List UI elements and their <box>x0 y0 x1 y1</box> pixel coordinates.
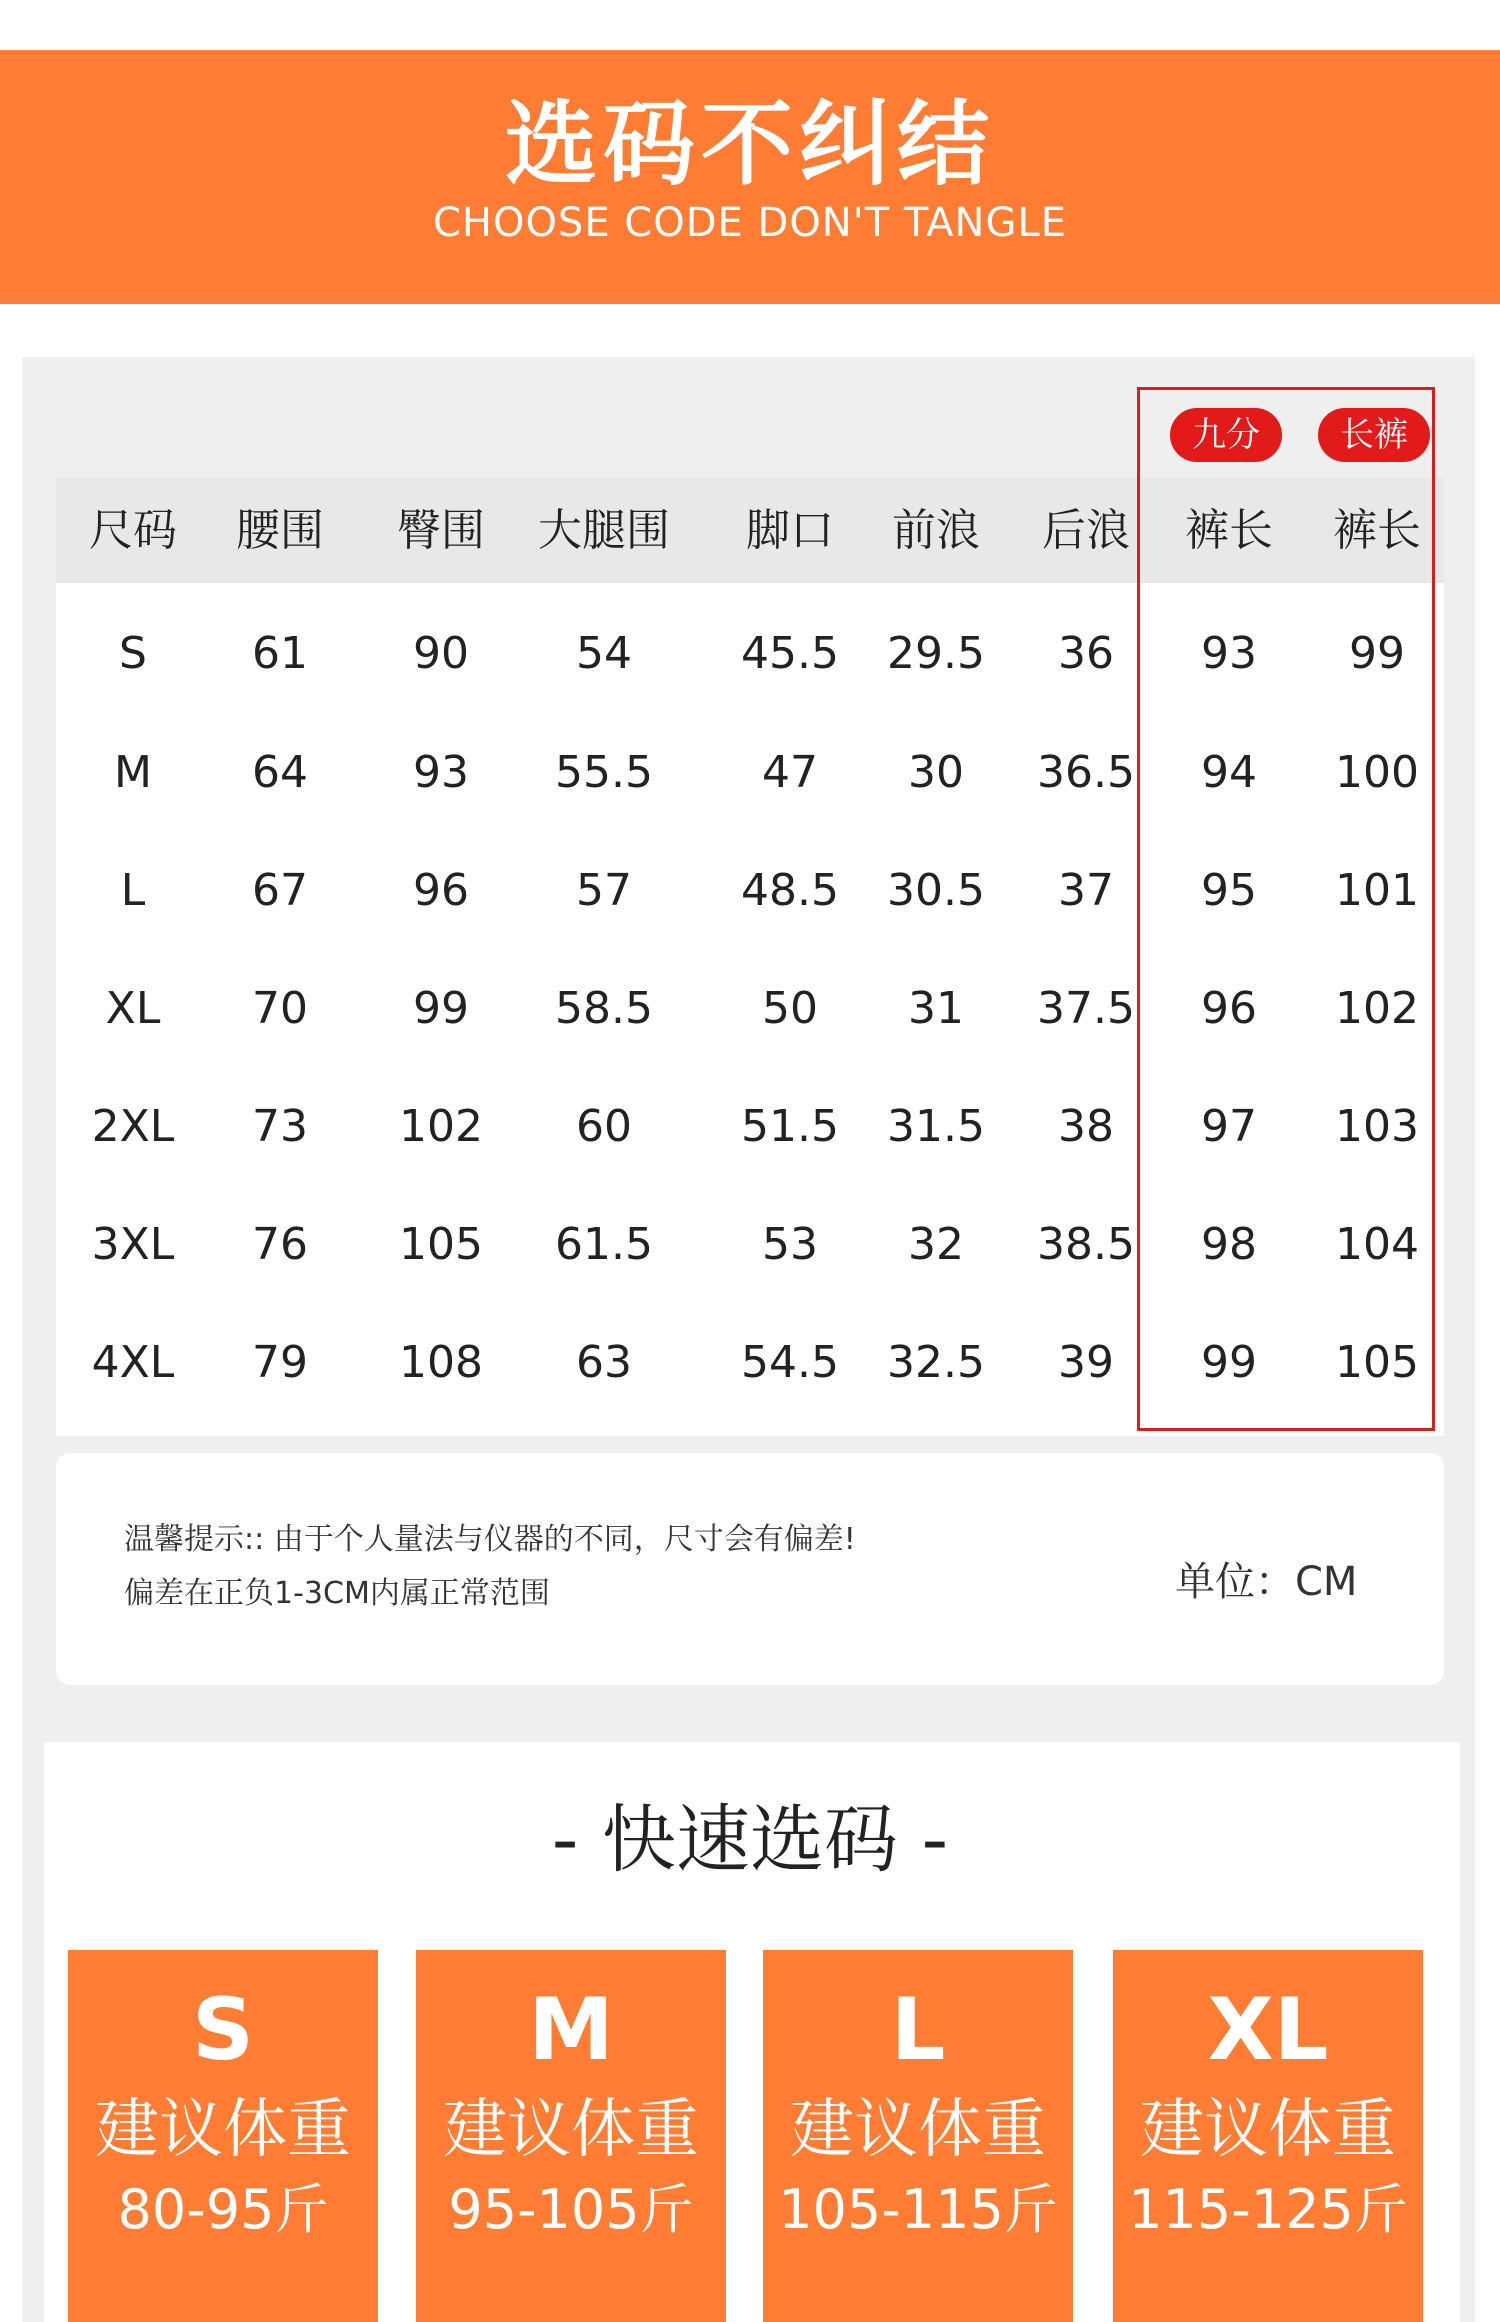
table-cell: 37.5 <box>1037 983 1135 1034</box>
size-card-letter: XL <box>1207 1980 1329 2080</box>
header-cell: 大腿围 <box>538 505 670 556</box>
table-cell: M <box>114 747 152 798</box>
tip-line-1: 温馨提示:: 由于个人量法与仪器的不同，尺寸会有偏差! <box>124 1522 856 1557</box>
table-cell: 90 <box>413 628 469 679</box>
table-cell: 99 <box>1201 1337 1257 1388</box>
table-cell: 64 <box>252 747 308 798</box>
table-cell: 79 <box>252 1337 308 1388</box>
table-cell: 70 <box>252 983 308 1034</box>
header-cell: 尺码 <box>89 505 177 556</box>
table-cell: 58.5 <box>555 983 653 1034</box>
table-cell: 100 <box>1335 747 1419 798</box>
size-card-label: 建议体重 <box>95 2093 351 2167</box>
table-cell: 108 <box>399 1337 483 1388</box>
table-cell: 63 <box>576 1337 632 1388</box>
table-cell: 103 <box>1335 1101 1419 1152</box>
table-cell: 45.5 <box>741 628 839 679</box>
table-cell: 53 <box>762 1219 818 1270</box>
header-cell: 裤长 <box>1333 505 1421 556</box>
size-card-range: 95-105斤 <box>448 2178 694 2241</box>
tip-line-2: 偏差在正负1-3CM内属正常范围 <box>124 1576 550 1611</box>
size-card-m[interactable] <box>416 1950 726 2322</box>
table-cell: 39 <box>1058 1337 1114 1388</box>
table-cell: 29.5 <box>887 628 985 679</box>
table-cell: 47 <box>762 747 818 798</box>
table-cell: 105 <box>399 1219 483 1270</box>
table-cell: 93 <box>1201 628 1257 679</box>
size-card-xl[interactable] <box>1113 1950 1423 2322</box>
table-cell: 31 <box>908 983 964 1034</box>
badge-nine-tenths: 九分 <box>1170 408 1282 462</box>
badge-long-pants: 长裤 <box>1318 408 1430 462</box>
table-cell: 4XL <box>91 1337 175 1388</box>
table-cell: 54.5 <box>741 1337 839 1388</box>
header-cell: 前浪 <box>892 505 980 556</box>
table-cell: 95 <box>1201 865 1257 916</box>
table-cell: 93 <box>413 747 469 798</box>
table-cell: 30.5 <box>887 865 985 916</box>
header-cell: 臀围 <box>397 505 485 556</box>
table-cell: 105 <box>1335 1337 1419 1388</box>
table-cell: 37 <box>1058 865 1114 916</box>
unit-label: 单位：CM <box>1175 1559 1358 1605</box>
size-card-s[interactable] <box>68 1950 378 2322</box>
table-cell: 38.5 <box>1037 1219 1135 1270</box>
table-cell: 73 <box>252 1101 308 1152</box>
table-cell: 30 <box>908 747 964 798</box>
table-cell: 99 <box>1349 628 1405 679</box>
header-cell: 裤长 <box>1185 505 1273 556</box>
table-cell: 101 <box>1335 865 1419 916</box>
banner-title: 选码不纠结 <box>504 91 995 198</box>
table-cell: 67 <box>252 865 308 916</box>
table-cell: 51.5 <box>741 1101 839 1152</box>
table-cell: 38 <box>1058 1101 1114 1152</box>
size-card-label: 建议体重 <box>1140 2093 1396 2167</box>
table-cell: 98 <box>1201 1219 1257 1270</box>
table-cell: 55.5 <box>555 747 653 798</box>
table-cell: 94 <box>1201 747 1257 798</box>
table-cell: 61.5 <box>555 1219 653 1270</box>
table-cell: 57 <box>576 865 632 916</box>
table-cell: 96 <box>413 865 469 916</box>
size-card-range: 105-115斤 <box>778 2178 1058 2241</box>
table-cell: 36.5 <box>1037 747 1135 798</box>
table-cell: 31.5 <box>887 1101 985 1152</box>
header-cell: 后浪 <box>1042 505 1130 556</box>
table-cell: S <box>119 628 147 679</box>
table-cell: 48.5 <box>741 865 839 916</box>
size-card-letter: L <box>890 1980 946 2080</box>
table-cell: 104 <box>1335 1219 1419 1270</box>
size-card-range: 115-125斤 <box>1128 2178 1408 2241</box>
table-cell: 54 <box>576 628 632 679</box>
table-cell: 50 <box>762 983 818 1034</box>
table-cell: 97 <box>1201 1101 1257 1152</box>
size-card-label: 建议体重 <box>790 2093 1046 2167</box>
table-cell: 76 <box>252 1219 308 1270</box>
table-cell: 96 <box>1201 983 1257 1034</box>
table-cell: 61 <box>252 628 308 679</box>
table-cell: 60 <box>576 1101 632 1152</box>
table-cell: 32.5 <box>887 1337 985 1388</box>
table-cell: 3XL <box>91 1219 175 1270</box>
header-cell: 脚口 <box>746 505 834 556</box>
size-card-letter: M <box>528 1980 614 2080</box>
banner-subtitle: CHOOSE CODE DON'T TANGLE <box>432 200 1068 246</box>
table-cell: 2XL <box>91 1101 175 1152</box>
quick-select-title: - 快速选码 - <box>551 1797 949 1883</box>
table-cell: 102 <box>1335 983 1419 1034</box>
header-cell: 腰围 <box>236 505 324 556</box>
table-cell: 32 <box>908 1219 964 1270</box>
table-cell: L <box>120 865 146 916</box>
table-cell: 36 <box>1058 628 1114 679</box>
size-card-label: 建议体重 <box>443 2093 699 2167</box>
length-columns-highlight <box>1137 387 1435 1431</box>
table-cell: 102 <box>399 1101 483 1152</box>
table-cell: 99 <box>413 983 469 1034</box>
table-cell: XL <box>105 983 161 1034</box>
size-card-l[interactable] <box>763 1950 1073 2322</box>
header-banner <box>0 50 1500 304</box>
size-card-range: 80-95斤 <box>117 2178 329 2241</box>
size-card-letter: S <box>192 1980 254 2080</box>
